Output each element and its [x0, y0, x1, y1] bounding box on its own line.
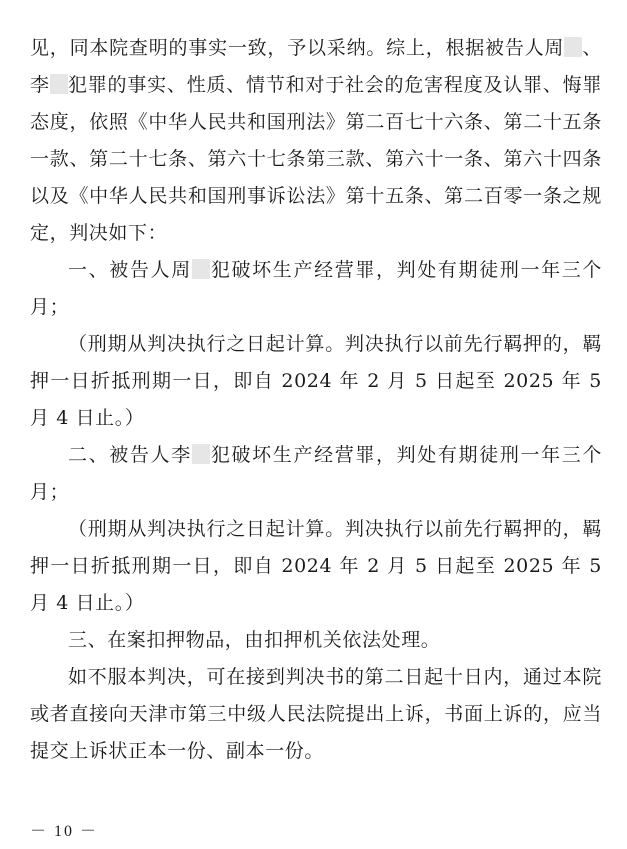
verdict-item-2-text-a: 二、被告人李: [68, 444, 192, 466]
verdict-item-2-text-b: 犯破坏生产经营罪，判处有期徒刑一年三个月；: [30, 444, 602, 503]
appeal-paragraph: 如不服本判决，可在接到判决书的第二日起十日内，通过本院或者直接向天津市第三中级人民法院提出上诉，书面上诉的，应当提交上诉状正本一份、副本一份。: [30, 666, 602, 762]
verdict-item-1-note: （刑期从判决执行之日起计算。判决执行以前先行羁押的，羁押一日折抵刑期一日，即自 2024 年 2 月 5 日起至 2025 年 5 月 4 日止。）: [30, 333, 602, 429]
verdict-item-3: 三、在案扣押物品，由扣押机关依法处理。: [68, 629, 441, 651]
redacted-name-box: [50, 74, 68, 94]
reasoning-text-b: 、李: [30, 37, 603, 96]
verdict-item-1-text-b: 犯破坏生产经营罪，判处有期徒刑一年三个月；: [30, 259, 602, 318]
reasoning-text-a: 见，同本院查明的事实一致，予以采纳。综上，根据被告人周: [30, 37, 565, 59]
verdict-item-1: [30, 252, 602, 326]
redacted-name-box: [564, 37, 582, 57]
reasoning-text-c: 犯罪的事实、性质、情节和对于社会的危害程度及认罪、悔罪态度，依照《中华人民共和国刑法》第二百七十六条、第二十五条一款、第二十七条、第六十七条第三款、第六十一条、第六十四条以及《中华人民共和国刑事诉讼法》第十五条、第二百零一条之规定，判决如下：: [30, 74, 603, 244]
verdict-item-2-note: （刑期从判决执行之日起计算。判决执行以前先行羁押的，羁押一日折抵刑期一日，即自 2024 年 2 月 5 日起至 2025 年 5 月 4 日止。）: [30, 518, 602, 614]
verdict-item-1-text-a: 一、被告人周: [68, 259, 192, 281]
verdict-item-2: [30, 437, 602, 511]
page-number: － 10 －: [30, 823, 99, 840]
reasoning-paragraph: [30, 30, 602, 252]
redacted-name-box: [192, 259, 210, 279]
redacted-name-box: [192, 444, 210, 464]
judgment-text: [30, 30, 602, 770]
